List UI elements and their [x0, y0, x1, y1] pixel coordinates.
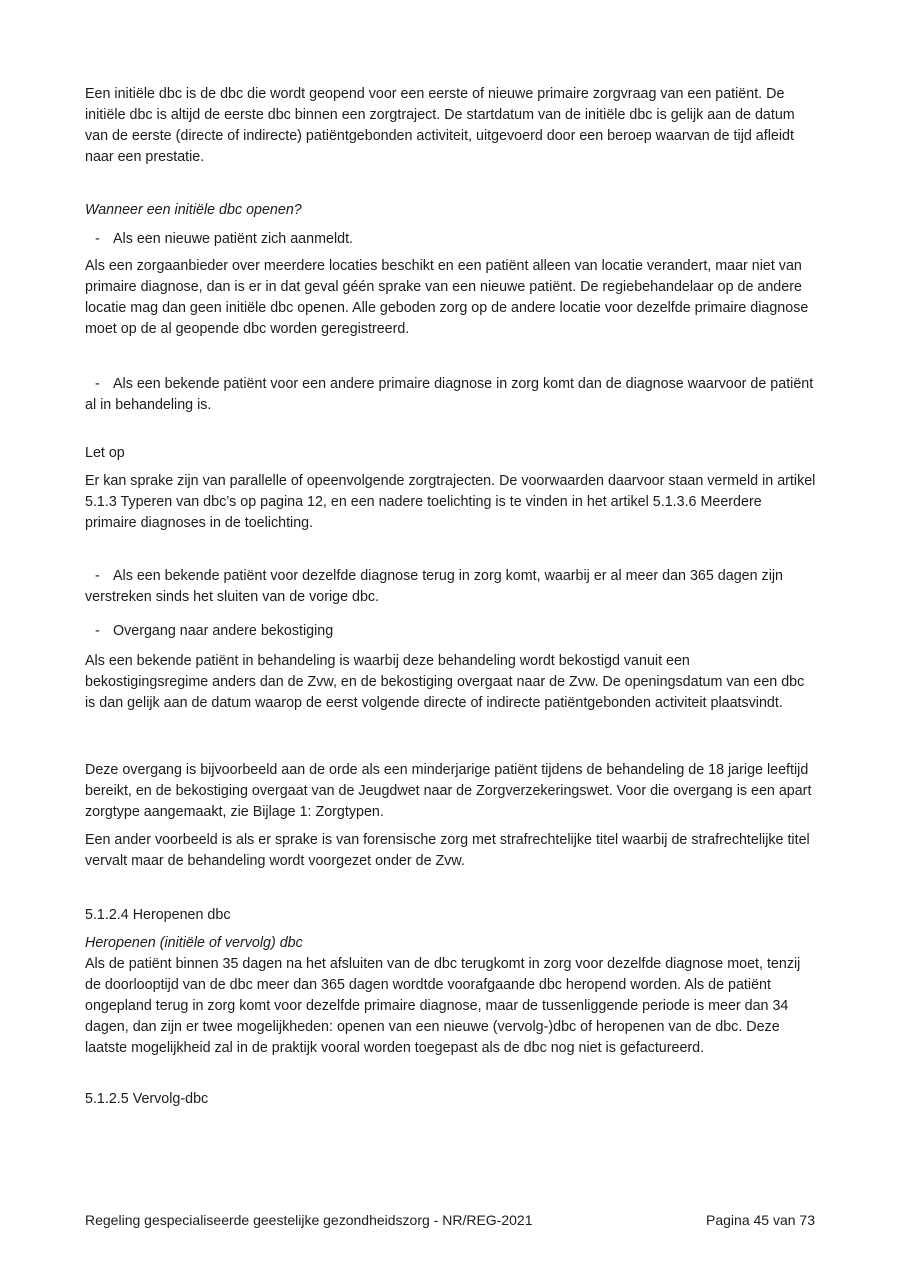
bullet-dash: -: [95, 231, 100, 247]
heading-let-op: Let op: [85, 445, 125, 461]
page-content: [85, 84, 817, 1110]
bullet-item-nieuwe-patient: [85, 229, 817, 250]
paragraph-meerdere-locaties: Als een zorgaanbieder over meerdere locaties beschikt en een patiënt alleen van locatie verandert, maar niet van primaire diagnose, dan is er in dat geval géén sprake van een nieuwe patiënt. De regiebehandelaar op de andere locatie mag dan geen initiële dbc openen. Alle geboden zorg op de andere locatie voor dezelfde primaire diagnose moet op de al geopende dbc worden geregistreerd.: [85, 258, 809, 337]
bullet-text: Als een bekende patiënt voor dezelfde diagnose terug in zorg komt, waarbij er al meer dan 365 dagen zijn verstreken sinds het sluiten van de vorige dbc.: [85, 568, 783, 605]
section-heading-5124-heropenen-dbc: 5.1.2.4 Heropenen dbc: [85, 907, 231, 923]
bullet-text: Als een nieuwe patiënt zich aanmeldt.: [113, 231, 354, 247]
paragraph-jeugdwet-overgang: Deze overgang is bijvoorbeeld aan de orde als een minderjarige patiënt tijdens de behandeling de 18 jarige leeftijd bereikt, en de bekostiging overgaat van de Jeugdwet naar de Zorgverzekeringswet. Voor die overgang is een apart zorgtype aangemaakt, zie Bijlage 1: Zorgtypen.: [85, 762, 812, 820]
page-footer: [85, 1210, 815, 1231]
paragraph-bekostigingsregime: Als een bekende patiënt in behandeling is waarbij deze behandeling wordt bekostigd vanuit een bekostigingsregime anders dan de Zvw, en de bekostiging overgaat naar de Zvw. De openingsdatum van een dbc is dan gelijk aan de datum waarop de eerst volgende directe of indirecte patiëntgebonden activiteit plaatsvindt.: [85, 653, 805, 711]
bullet-dash: -: [95, 568, 100, 584]
bullet-text: Overgang naar andere bekostiging: [113, 623, 334, 639]
paragraph-heropenen-regels: Als de patiënt binnen 35 dagen na het afsluiten van de dbc terugkomt in zorg voor dezelfde diagnose moet, tenzij de doorlooptijd van de dbc meer dan 365 dagen wordtde voorafgaande dbc heropend worden. Als de patiënt ongepland terug in zorg komt voor dezelfde primaire diagnose, maar de tussenliggende periode is meer dan 34 dagen, dan zijn er twee mogelijkheden: openen van een nieuwe (vervolg-)dbc of heropenen van de dbc. Deze laatste mogelijkheid zal in de praktijk vooral worden toegepast als de dbc nog niet is gefactureerd.: [85, 956, 801, 1056]
subheading-heropenen-initiele-of-vervolg-dbc: Heropenen (initiële of vervolg) dbc: [85, 935, 303, 951]
paragraph-intro-initiele-dbc: Een initiële dbc is de dbc die wordt geopend voor een eerste of nieuwe primaire zorgvraag van een patiënt. De initiële dbc is altijd de eerste dbc binnen een zorgtraject. De startdatum van de initiële dbc is gelijk aan de datum van de eerste (directe of indirecte) patiëntgebonden activiteit, uitgevoerd door een beroep waarvan de tijd afleidt naar een prestatie.: [85, 86, 795, 165]
subheading-wanneer-initiele-dbc-openen: Wanneer een initiële dbc openen?: [85, 202, 302, 218]
block-heropenen: [85, 933, 817, 1059]
paragraph-forensische-zorg: Een ander voorbeeld is als er sprake is van forensische zorg met strafrechtelijke titel waarbij de strafrechtelijke titel vervalt maar de behandeling wordt voorgezet onder de Zvw.: [85, 832, 810, 869]
footer-document-title: Regeling gespecialiseerde geestelijke gezondheidszorg - NR/REG-2021: [85, 1212, 533, 1228]
bullet-item-andere-primaire-diagnose: [85, 374, 817, 416]
section-heading-5125-vervolg-dbc: 5.1.2.5 Vervolg-dbc: [85, 1091, 209, 1107]
footer-page-number: Pagina 45 van 73: [706, 1212, 815, 1228]
paragraph-parallelle-zorgtrajecten: Er kan sprake zijn van parallelle of opeenvolgende zorgtrajecten. De voorwaarden daarvoor staan vermeld in artikel 5.1.3 Typeren van dbc’s op pagina 12, en een nadere toelichting is te vinden in het artikel 5.1.3.6 Meerdere primaire diagnoses in de toelichting.: [85, 473, 816, 531]
bullet-item-overgang-bekostiging: [85, 621, 817, 642]
bullet-dash: -: [95, 376, 100, 392]
bullet-text: Als een bekende patiënt voor een andere primaire diagnose in zorg komt dan de diagnose waarvoor de patiënt al in behandeling is.: [85, 376, 814, 413]
bullet-dash: -: [95, 623, 100, 639]
bullet-item-dezelfde-diagnose-365-dagen: [85, 566, 817, 608]
